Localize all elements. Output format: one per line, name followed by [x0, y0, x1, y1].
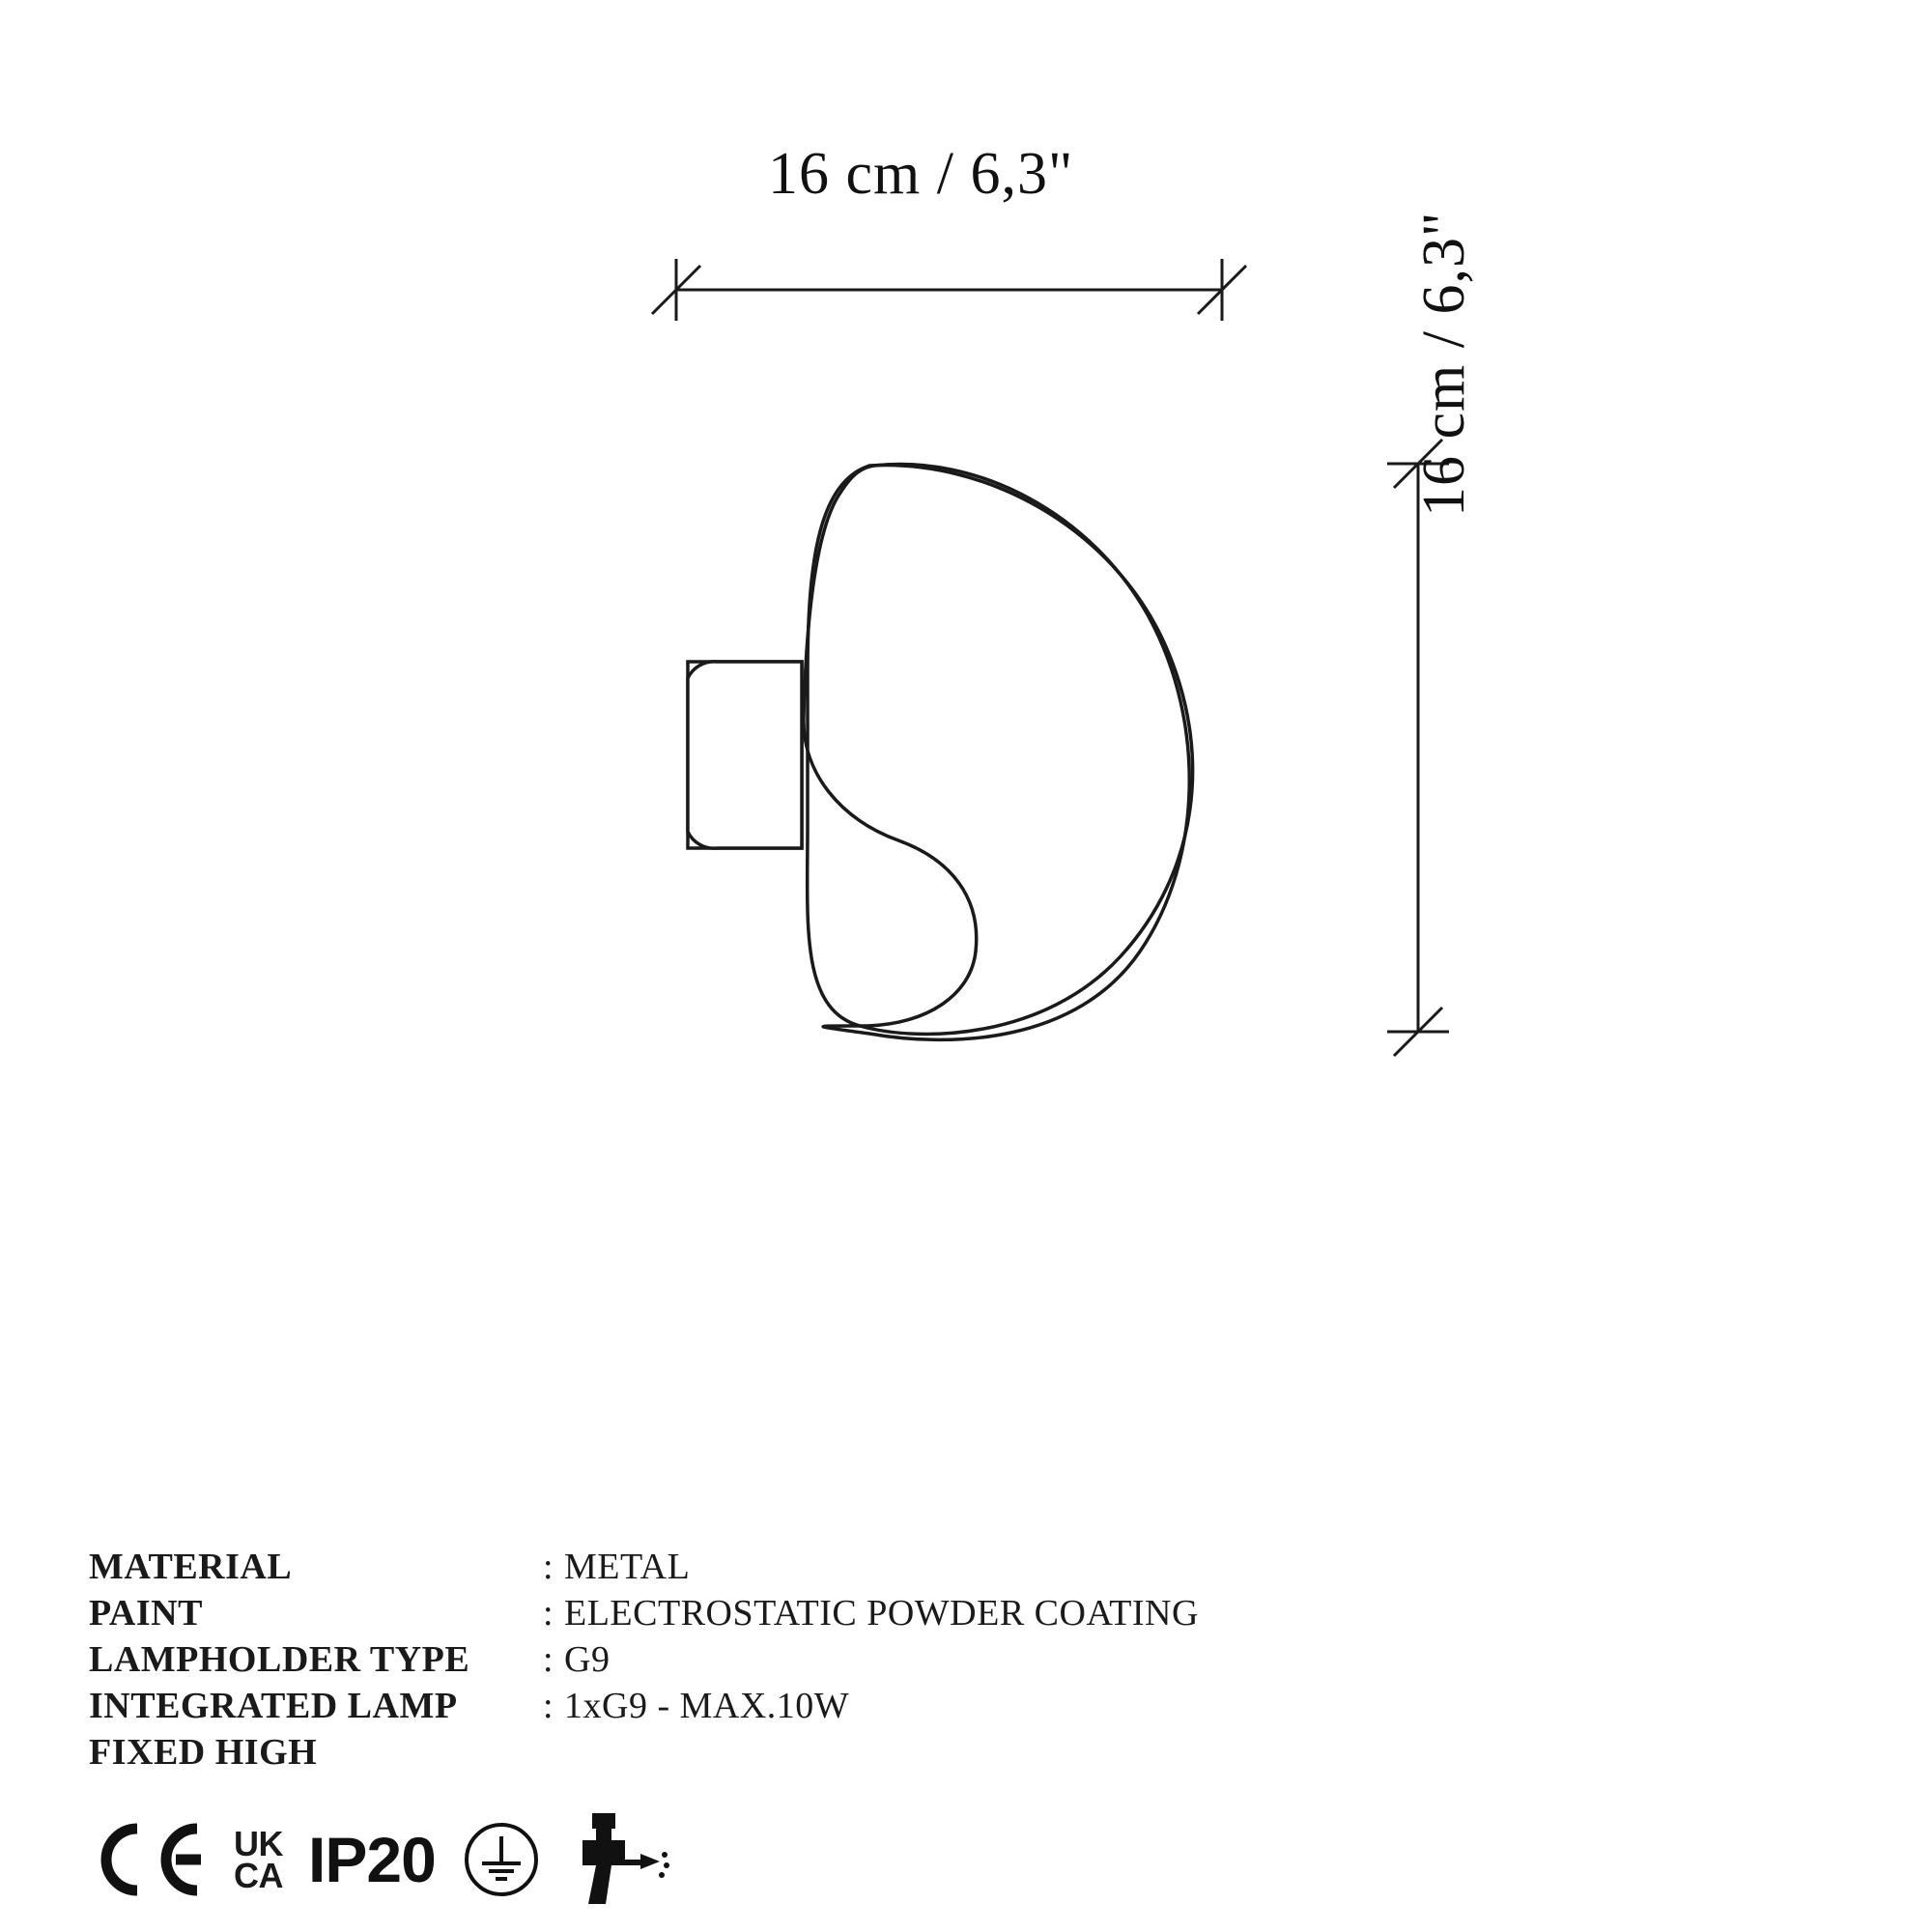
spec-row [89, 1731, 1634, 1777]
spec-row [89, 1546, 1634, 1592]
top-dimension-label: 16 cm / 6,3" [768, 141, 1074, 207]
protective-earth-icon [461, 1819, 542, 1900]
lamp-shade-outline [804, 464, 1189, 1039]
spec-key-lampholder-type: LAMPHOLDER TYPE [89, 1639, 470, 1680]
spec-row [89, 1592, 1634, 1638]
certification-strip [93, 1816, 698, 1903]
spray-gun-svg [567, 1811, 673, 1908]
spec-value-lampholder-type: G9 [564, 1639, 611, 1680]
specification-list [89, 1546, 1634, 1777]
earth-symbol-svg [461, 1819, 542, 1900]
ip-rating-text: IP20 [308, 1824, 436, 1895]
spec-separator: : [543, 1686, 554, 1726]
spec-row [89, 1638, 1634, 1685]
lamp-stem [688, 662, 802, 848]
top-dimension-line [652, 259, 1246, 321]
spec-key-fixed-high: FIXED HIGH [89, 1732, 318, 1773]
spec-separator: : [543, 1639, 554, 1680]
spec-key-material: MATERIAL [89, 1547, 293, 1587]
ce-mark-icon [93, 1819, 209, 1900]
spec-row [89, 1685, 1634, 1731]
ce-mark-svg [93, 1819, 209, 1900]
spec-value-integrated-lamp: 1xG9 - MAX.10W [564, 1686, 850, 1726]
spec-value-paint: ELECTROSTATIC POWDER COATING [564, 1593, 1199, 1634]
spec-key-integrated-lamp: INTEGRATED LAMP [89, 1686, 458, 1726]
ukca-line-1: UK [234, 1823, 283, 1863]
spec-separator: : [543, 1547, 554, 1587]
spec-value-material: METAL [564, 1547, 691, 1587]
ip-rating-label [308, 1824, 436, 1895]
right-dimension-label: 16 cm / 6,3" [1411, 211, 1477, 517]
right-dimension-line [1387, 440, 1449, 1056]
spec-key-paint: PAINT [89, 1593, 203, 1634]
spec-separator: : [543, 1593, 554, 1634]
ukca-mark-icon [234, 1823, 283, 1895]
ukca-line-2: CA [234, 1856, 283, 1895]
spray-gun-icon [567, 1811, 673, 1908]
